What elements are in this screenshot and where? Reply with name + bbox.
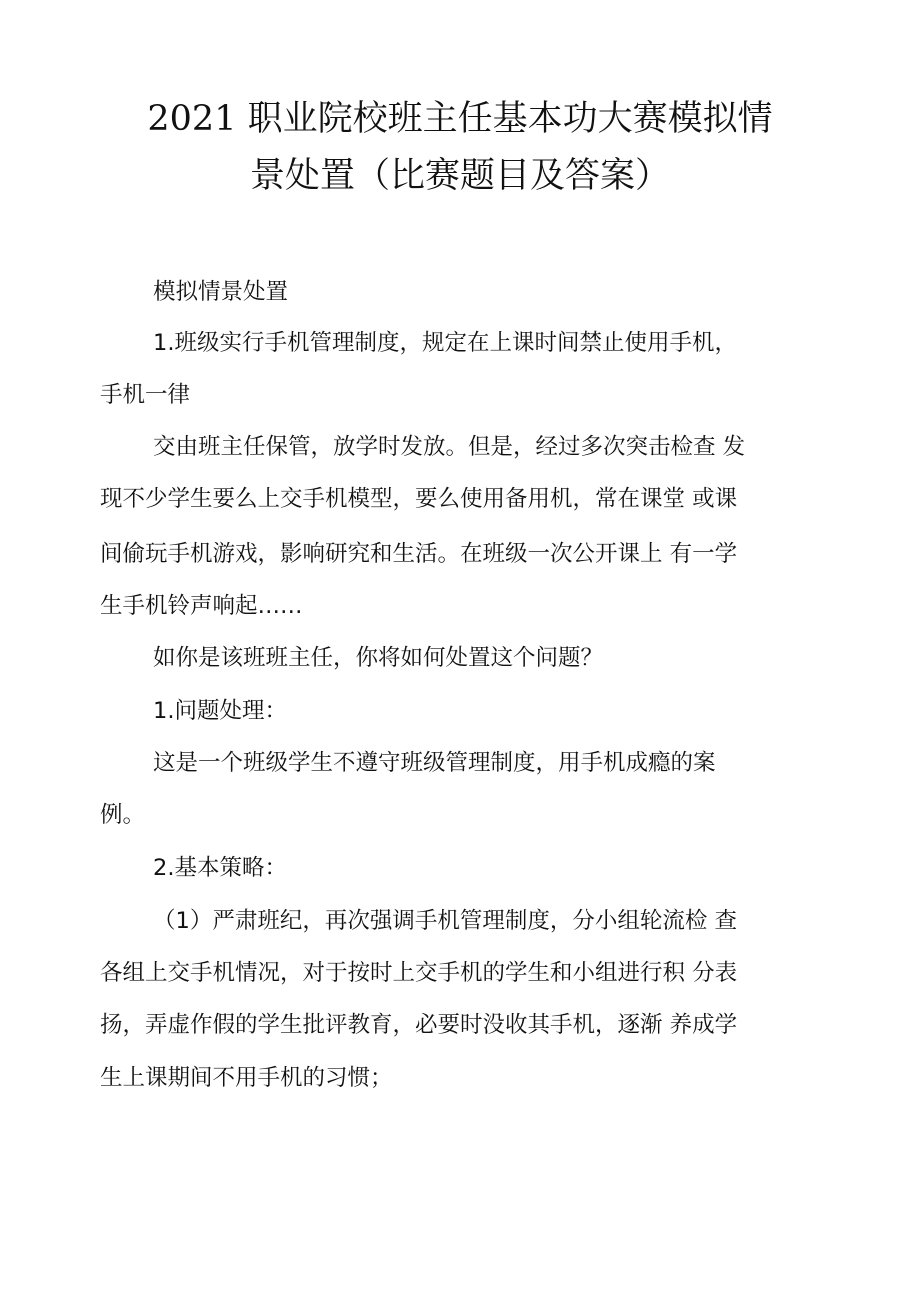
section-heading: 模拟情景处置 bbox=[153, 279, 289, 305]
answer-line: 例。 bbox=[100, 802, 146, 828]
answer-line: 这是一个班级学生不遵守班级管理制度，用手机成瘾的案 bbox=[153, 750, 716, 776]
strategy-line: 扬，弄虚作假的学生批评教育，必要时没收其手机，逐渐 养成学 bbox=[100, 1012, 738, 1038]
scenario-line: 生手机铃声响起…… bbox=[100, 593, 303, 619]
subheading-strategy: 2.基本策略： bbox=[153, 855, 287, 881]
question-line: 如你是该班班主任，你将如何处置这个问题？ bbox=[153, 645, 604, 671]
scenario-line: 手机一律 bbox=[100, 382, 191, 408]
strategy-line: 各组上交手机情况，对于按时上交手机的学生和小组进行积 分表 bbox=[100, 960, 738, 986]
strategy-line: 生上课期间不用手机的习惯； bbox=[100, 1065, 393, 1091]
title-line-1: 2021 职业院校班主任基本功大赛模拟情 bbox=[147, 99, 773, 139]
scenario-line: 现不少学生要么上交手机模型，要么使用备用机，常在课堂 或课 bbox=[100, 486, 738, 512]
scenario-line: 1.班级实行手机管理制度，规定在上课时间禁止使用手机， bbox=[153, 330, 737, 356]
strategy-line: （1）严肃班纪，再次强调手机管理制度，分小组轮流检 查 bbox=[153, 908, 737, 934]
scenario-line: 交由班主任保管，放学时发放。但是，经过多次突击检查 发 bbox=[153, 434, 746, 460]
title-line-2: 景处置（比赛题目及答案） bbox=[249, 156, 670, 196]
subheading-problem: 1.问题处理： bbox=[153, 698, 287, 724]
scenario-line: 间偷玩手机游戏，影响研究和生活。在班级一次公开课上 有一学 bbox=[100, 541, 738, 567]
